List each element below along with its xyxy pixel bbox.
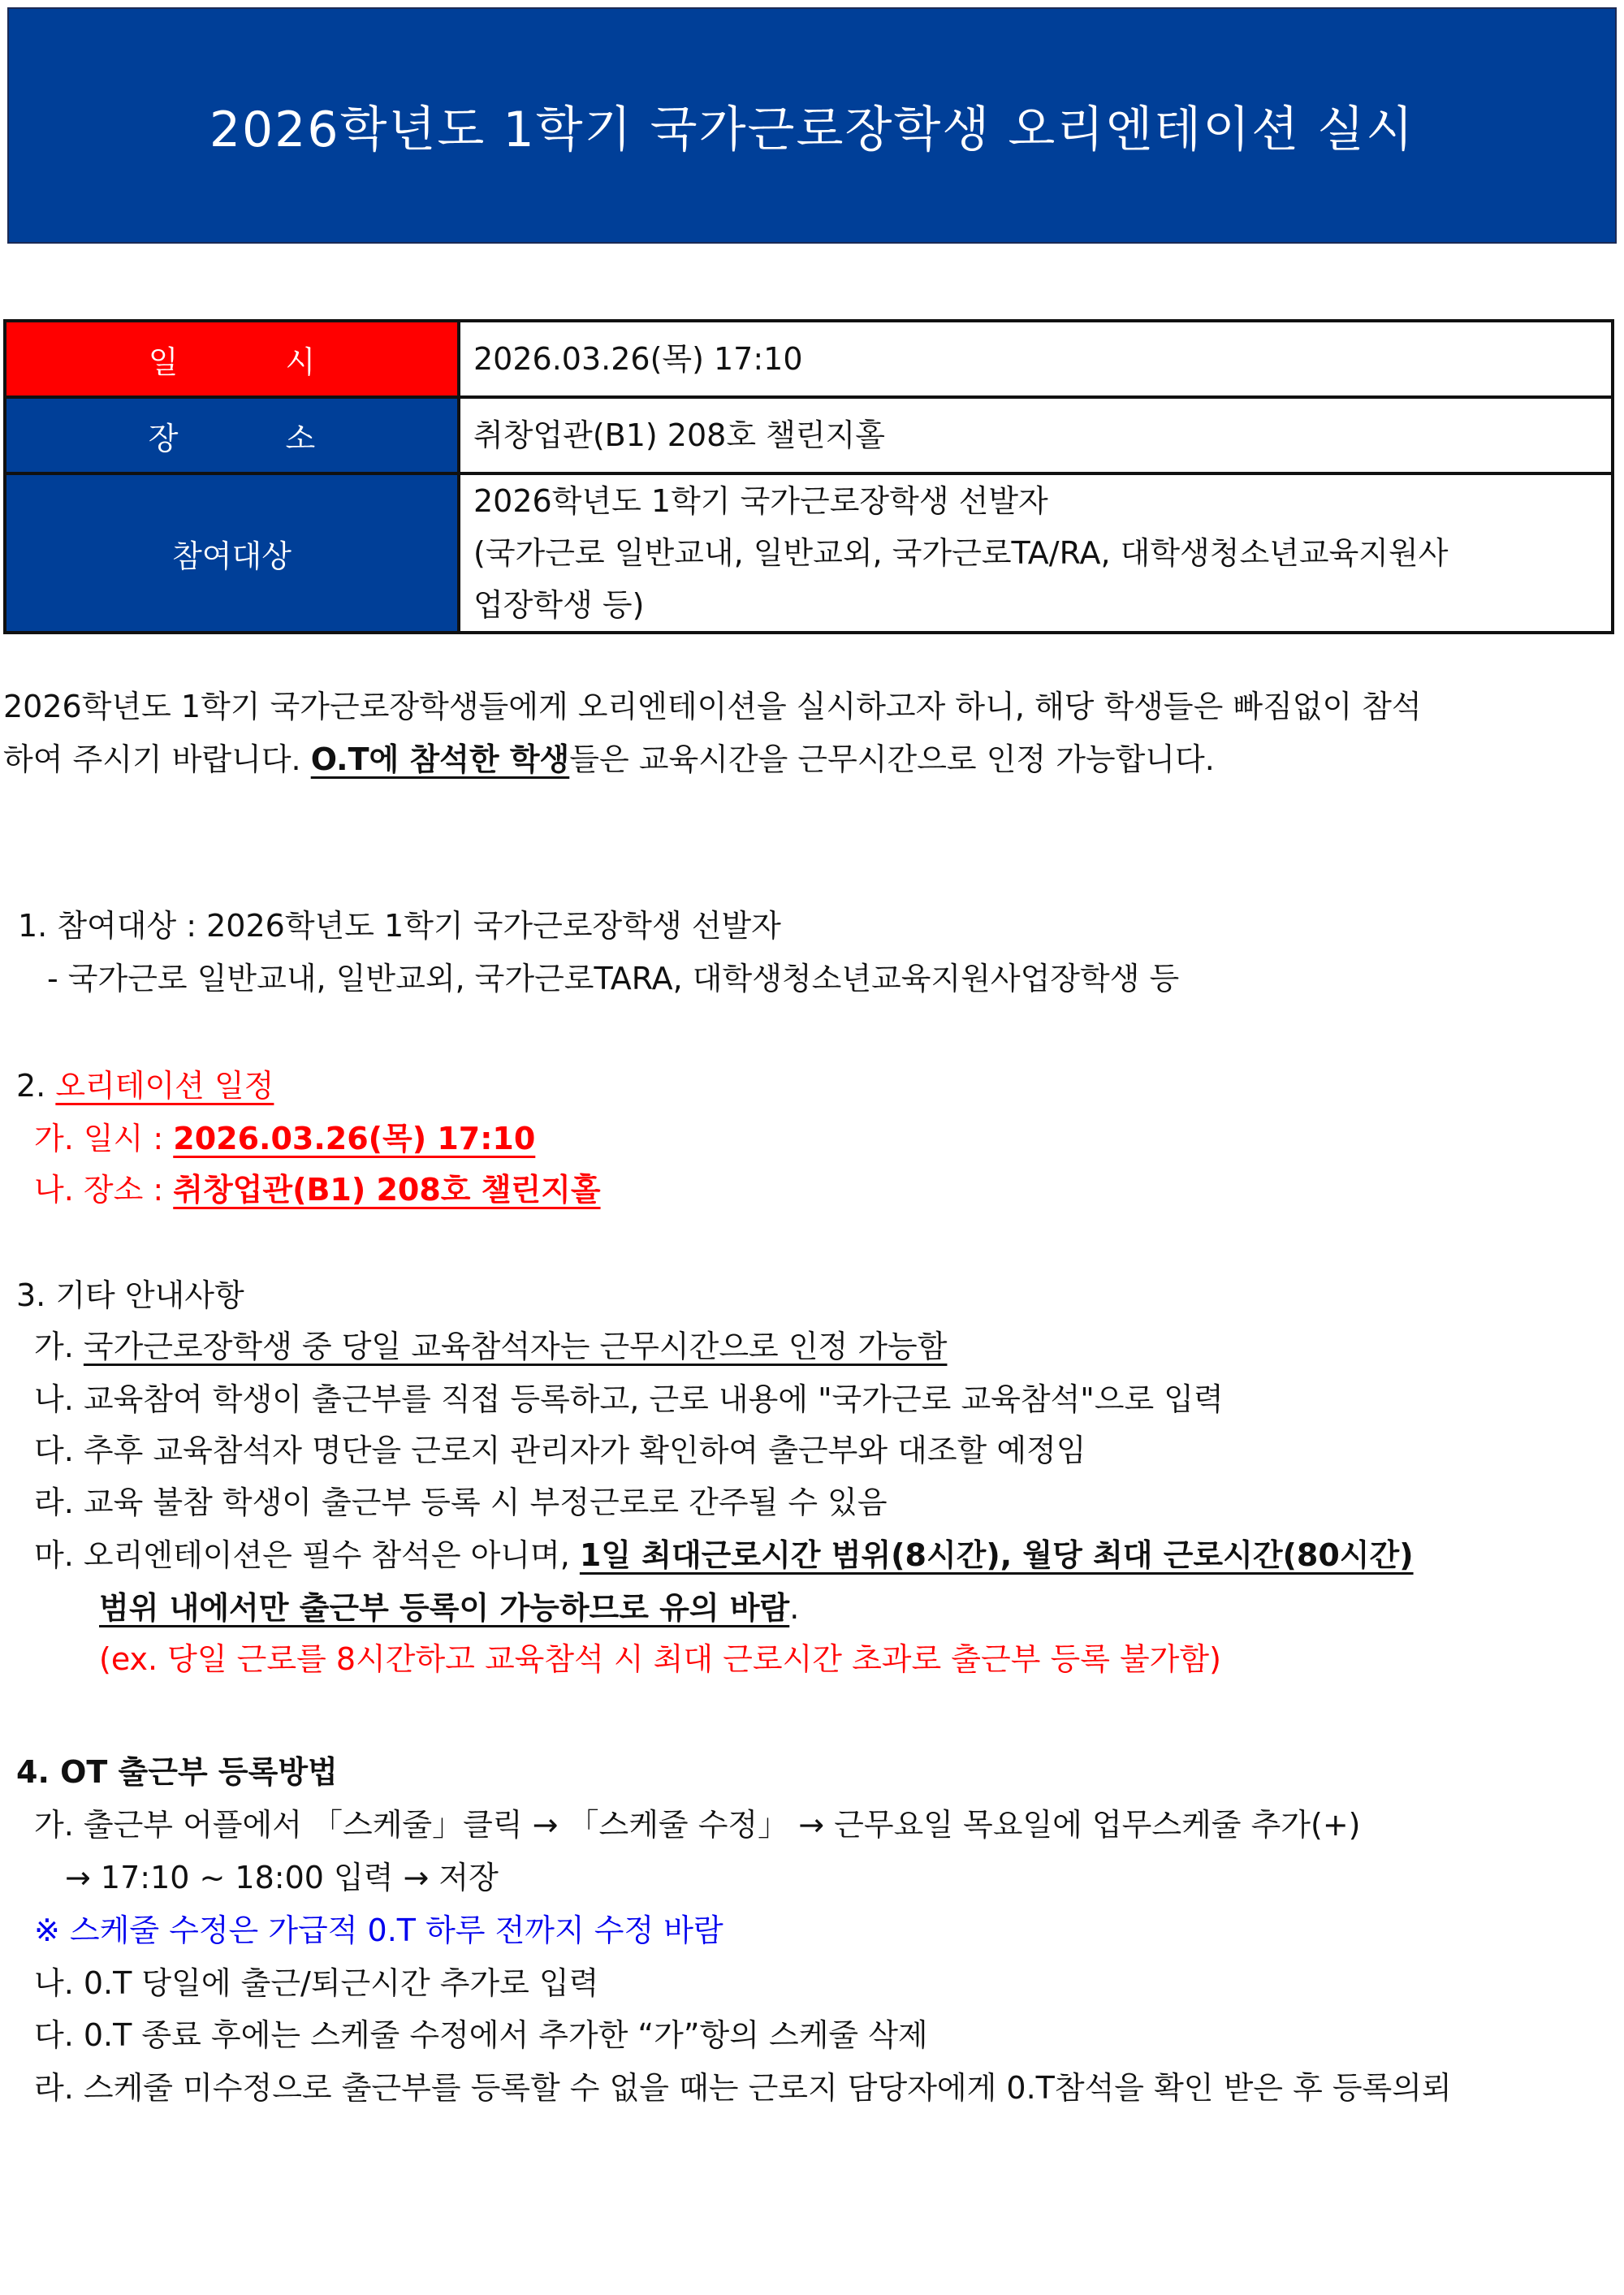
- intro-line-2: 하여 주시기 바랍니다. O.T에 참석한 학생들은 교육시간을 근무시간으로 인정 가능합니다.: [3, 741, 1215, 777]
- section-4-item-ga: 가. 출근부 어플에서 「스케줄」클릭 → 「스케줄 수정」 → 근무요일 목요일에 업무스케줄 추가(+): [34, 1807, 1361, 1843]
- section-3-item-da: 다. 추후 교육참석자 명단을 근로지 관리자가 확인하여 출근부와 대조할 예정임: [34, 1433, 1086, 1468]
- section-4-note: ※ 스케줄 수정은 가급적 0.T 하루 전까지 수정 바람: [34, 1912, 723, 1948]
- section-3-example: (ex. 당일 근로를 8시간하고 교육참석 시 최대 근로시간 초과로 출근부 등록 불가함): [99, 1641, 1221, 1677]
- table-row-place: [5, 397, 1613, 473]
- value-place: 취창업관(B1) 208호 챌린지홀: [459, 397, 1613, 473]
- section-4-item-ra: 라. 스케줄 미수정으로 출근부를 등록할 수 없을 때는 근로지 담당자에게 0.T참석을 확인 받은 후 등록의뢰: [34, 2070, 1452, 2106]
- intro-emphasis: O.T에 참석한 학생: [310, 741, 570, 777]
- table-row-target: [5, 473, 1613, 633]
- section-3-item-ga: 가. 국가근로장학생 중 당일 교육참석자는 근무시간으로 인정 가능함: [34, 1329, 948, 1364]
- section-3-item-ra: 라. 교육 불참 학생이 출근부 등록 시 부정근로로 간주될 수 있음: [34, 1485, 888, 1520]
- info-table: [3, 319, 1614, 634]
- section-3-title: 3. 기타 안내사항: [16, 1277, 244, 1313]
- section-3-item-ma: 마. 오리엔테이션은 필수 참석은 아니며, 1일 최대근로시간 범위(8시간), 월당 최대 근로시간(80시간): [34, 1537, 1414, 1573]
- section-3-item-ma-cont: 범위 내에서만 출근부 등록이 가능하므로 유의 바람.: [99, 1590, 800, 1626]
- title-banner: [7, 7, 1617, 244]
- section-4-item-na: 나. 0.T 당일에 출근/퇴근시간 추가로 입력: [34, 1965, 599, 2001]
- section-4-item-da: 다. 0.T 종료 후에는 스케줄 수정에서 추가한 “가”항의 스케줄 삭제: [34, 2017, 928, 2053]
- section-4-item-ga-cont: → 17:10 ~ 18:00 입력 → 저장: [65, 1860, 499, 1895]
- section-4-title: 4. OT 출근부 등록방법: [16, 1754, 338, 1790]
- section-1-title: 1. 참여대상 : 2026학년도 1학기 국가근로장학생 선발자: [18, 908, 781, 944]
- table-row-datetime: [5, 321, 1613, 397]
- section-2-item-place: 나. 장소 : 취창업관(B1) 208호 챌린지홀: [34, 1172, 601, 1208]
- value-datetime: 2026.03.26(목) 17:10: [459, 321, 1613, 397]
- page-title: 2026학년도 1학기 국가근로장학생 오리엔테이션 실시: [209, 101, 1415, 158]
- intro-line-1: 2026학년도 1학기 국가근로장학생들에게 오리엔테이션을 실시하고자 하니, 해당 학생들은 빠짐없이 참석: [3, 689, 1422, 724]
- label-target: 참여대상: [5, 473, 459, 633]
- section-1-sub: - 국가근로 일반교내, 일반교외, 국가근로TARA, 대학생청소년교육지원사업장학생 등: [47, 961, 1180, 996]
- section-2-item-date: 가. 일시 : 2026.03.26(목) 17:10: [34, 1121, 536, 1156]
- label-datetime: 일 시: [5, 321, 459, 397]
- section-2-title: 2. 오리테이션 일정: [16, 1068, 274, 1104]
- value-target: 2026학년도 1학기 국가근로장학생 선발자 (국가근로 일반교내, 일반교외, 국가근로TA/RA, 대학생청소년교육지원사 업장학생 등): [459, 473, 1613, 633]
- label-place: 장 소: [5, 397, 459, 473]
- section-3-item-na: 나. 교육참여 학생이 출근부를 직접 등록하고, 근로 내용에 "국가근로 교육참석"으로 입력: [34, 1381, 1224, 1417]
